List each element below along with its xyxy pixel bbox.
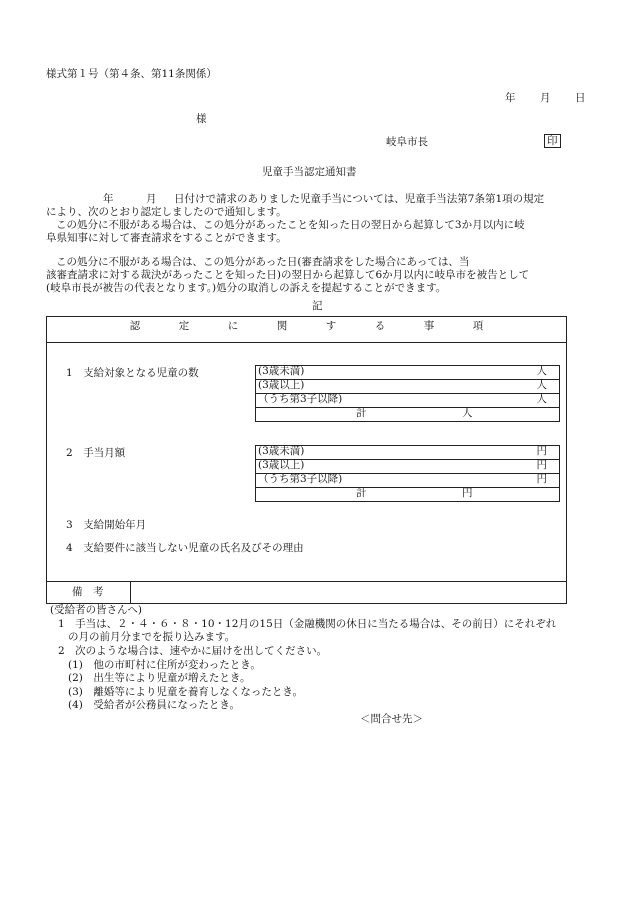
recipients-heading: (受給者の皆さんへ) xyxy=(50,604,142,616)
header-char: す xyxy=(325,320,337,332)
item-2-label: 2 手当月額 xyxy=(66,447,126,459)
inquiry-label: ＜問合せ先＞ xyxy=(360,713,423,725)
header-char: 関 xyxy=(276,320,288,332)
row-unit: 人 xyxy=(536,393,547,405)
note-1-line-1: 1 手当は、２・４・６・８・10・12月の15日（金融機関の休日に当たる場合は、その前日）にそれぞれ xyxy=(58,618,557,630)
table-notes-separator xyxy=(130,581,131,604)
seal-mark xyxy=(544,135,561,148)
intro-year: 年 xyxy=(103,193,114,205)
total-label: 計 xyxy=(356,407,367,419)
intro-text-1: 日付けで請求のありました児童手当については、児童手当法第7条第1項の規定 xyxy=(174,193,545,205)
lawsuit-line-1: この処分に不服がある場合は、この処分があった日(審査請求をした場合にあっては、当 xyxy=(56,256,470,268)
row-label: (3歳以上) xyxy=(258,459,305,471)
table-header-divider xyxy=(46,342,567,343)
note-2: 2 次のような場合は、速やかに届けを出してください。 xyxy=(58,645,328,657)
case-item: (4) 受給者が公務員になったとき。 xyxy=(68,699,240,711)
row-label: (3歳未満) xyxy=(258,445,305,457)
note-1-line-2: の月の前月分までを振り込みます。 xyxy=(68,631,236,643)
header-char: 項 xyxy=(472,320,484,332)
intro-month: 月 xyxy=(146,193,157,205)
lawsuit-line-3: (岐阜市長が被告の代表となります。)処分の取消しの訴えを提起することができます。 xyxy=(46,282,447,295)
intro-text-2: により、次のとおり認定しましたので通知します。 xyxy=(46,206,287,218)
row-label: (3歳未満) xyxy=(258,365,305,377)
header-char: 認 xyxy=(129,320,141,332)
case-item: (1) 他の市町村に住所が変わったとき。 xyxy=(68,659,261,671)
row-unit: 人 xyxy=(536,365,547,377)
appeal-line-1: この処分に不服がある場合は、この処分があったことを知った日の翌日から起算して3か月以内に岐 xyxy=(56,219,525,231)
row-unit: 円 xyxy=(536,473,547,485)
ki-mark: 記 xyxy=(312,300,323,312)
child-count-row xyxy=(256,366,559,380)
document-title: 児童手当認定通知書 xyxy=(262,166,357,178)
child-count-total-row xyxy=(256,408,559,421)
monthly-amount-row xyxy=(256,446,559,460)
child-count-row xyxy=(256,394,559,408)
case-item: (3) 離婚等により児童を養育しなくなったとき。 xyxy=(68,686,303,698)
child-count-row xyxy=(256,380,559,394)
monthly-amount-row xyxy=(256,474,559,488)
total-unit: 円 xyxy=(462,487,473,499)
monthly-amount-total-row xyxy=(256,488,559,501)
header-char: る xyxy=(374,320,386,332)
table-notes-divider xyxy=(46,581,567,582)
header-char: 定 xyxy=(178,320,190,332)
row-label: （うち第3子以降) xyxy=(258,393,343,405)
header-char: に xyxy=(227,320,239,332)
header-char: 事 xyxy=(423,320,435,332)
row-unit: 円 xyxy=(536,459,547,471)
row-unit: 人 xyxy=(536,379,547,391)
seal-text: 印 xyxy=(544,134,561,148)
child-count-box xyxy=(255,365,560,422)
monthly-amount-row xyxy=(256,460,559,474)
date-month-label: 月 xyxy=(540,92,551,104)
form-number: 様式第１号（第４条、第11条関係） xyxy=(46,68,217,80)
lawsuit-paragraph xyxy=(46,256,588,295)
date-day-label: 日 xyxy=(575,92,586,104)
appeal-line-2: 阜県知事に対して審査請求をすることができます。 xyxy=(46,232,287,245)
row-unit: 円 xyxy=(536,445,547,457)
total-label: 計 xyxy=(356,487,367,499)
row-label: (3歳以上) xyxy=(258,379,305,391)
item-1-label: 1 支給対象となる児童の数 xyxy=(66,367,199,379)
lawsuit-line-2: 該審査請求に対する裁決があったことを知った日)の翌日から起算して6か月以内に岐阜市を被告として xyxy=(46,269,530,282)
item-3-label: 3 支給開始年月 xyxy=(66,519,147,531)
case-item: (2) 出生等により児童が増えたとき。 xyxy=(68,672,251,684)
appeal-paragraph xyxy=(46,219,588,245)
monthly-amount-box xyxy=(255,445,560,502)
row-label: （うち第3子以降) xyxy=(258,473,343,485)
date-year-label: 年 xyxy=(505,92,516,104)
addressee-suffix: 様 xyxy=(196,113,207,125)
issuer-name: 岐阜市長 xyxy=(386,136,428,148)
table-header xyxy=(46,320,567,333)
item-4-label: 4 支給要件に該当しない児童の氏名及びその理由 xyxy=(66,542,304,554)
total-unit: 人 xyxy=(462,407,473,419)
notes-label: 備 考 xyxy=(72,586,104,598)
